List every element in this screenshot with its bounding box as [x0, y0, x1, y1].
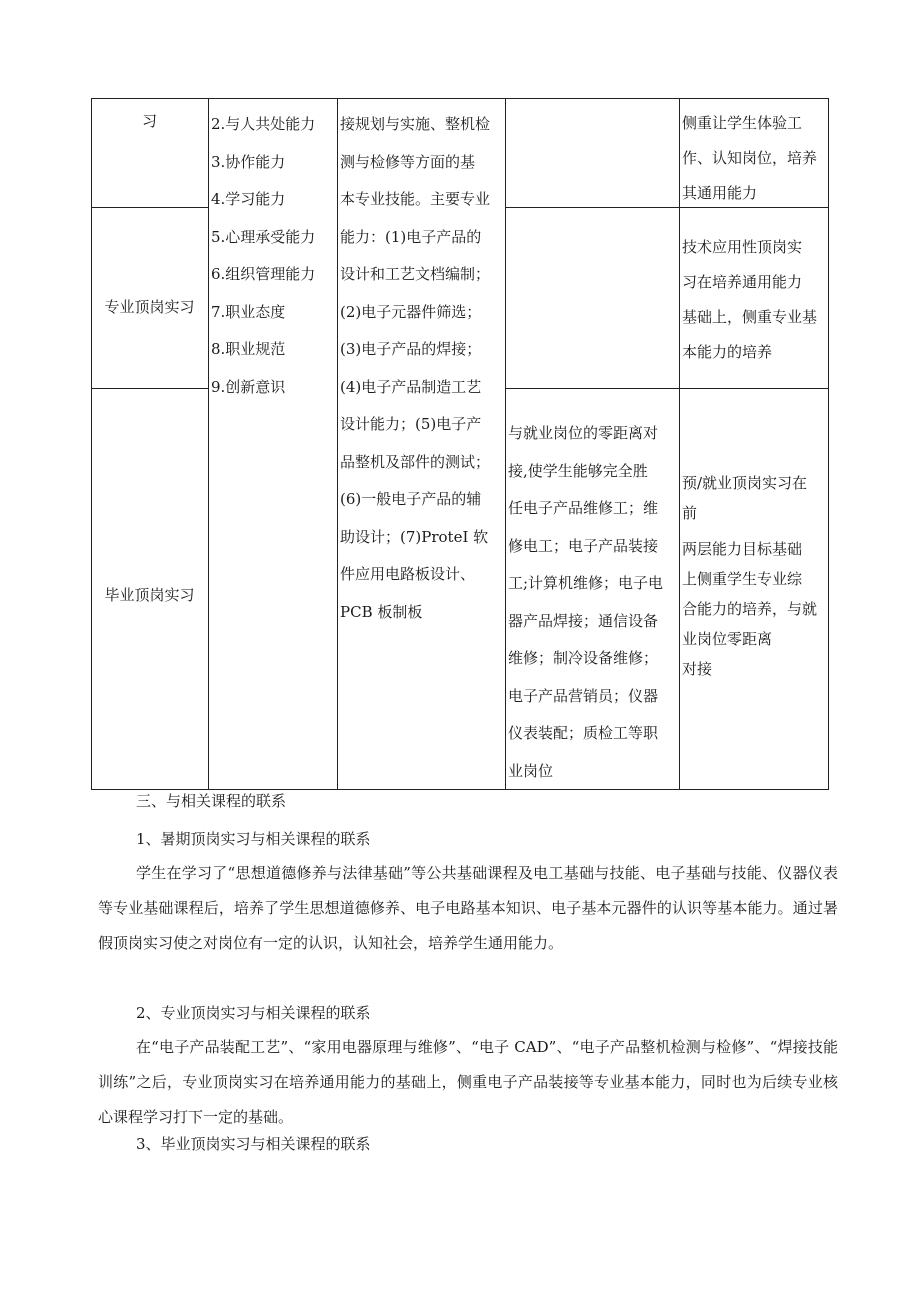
note-line: 其通用能力	[682, 184, 758, 202]
note-line: 基础上，侧重专业基	[682, 308, 818, 326]
skills-line: 设计和工艺文档编制；	[340, 265, 491, 283]
note-line: 本能力的培养	[682, 343, 773, 361]
table-border-left	[91, 98, 92, 789]
row-label-professional-internship: 专业顶岗实习	[104, 298, 195, 316]
job-line: 电子产品营销员；仪器	[508, 686, 659, 705]
ability-item: 3.协作能力	[211, 152, 286, 171]
subheading-summer: 1、暑期顶岗实习与相关课程的联系	[136, 830, 371, 848]
ability-item: 8.职业规范	[211, 340, 286, 358]
skills-line: (4)电子产品制造工艺	[340, 377, 482, 396]
note-line: 技术应用性顶岗实	[682, 238, 803, 256]
row-divider-1-col1	[91, 207, 208, 208]
row-label-graduation-internship: 毕业顶岗实习	[104, 586, 195, 604]
ability-item: 5.心理承受能力	[211, 227, 316, 246]
row-divider-2-col1	[91, 388, 208, 389]
skills-line: 测与检修等方面的基	[340, 152, 476, 171]
note-line: 作、认知岗位，培养	[682, 149, 818, 167]
job-line: 修电工；电子产品装接	[508, 536, 659, 555]
subheading-professional: 2、专业顶岗实习与相关课程的联系	[136, 1004, 371, 1022]
skills-line: (2)电子元器件筛选；	[340, 302, 482, 321]
ability-item: 7.职业态度	[211, 302, 286, 321]
ability-item: 9.创新意识	[211, 377, 286, 396]
job-line: 接,使学生能够完全胜	[508, 461, 648, 480]
note-graduation-internship	[682, 468, 817, 684]
table-border-col4	[505, 98, 506, 789]
row-divider-2-col45	[505, 388, 829, 389]
table-border-col3	[337, 98, 338, 789]
subheading-graduation: 3、毕业顶岗实习与相关课程的联系	[136, 1135, 371, 1153]
paragraph-professional: 在“电子产品装配工艺”、“家用电器原理与维修”、“电子 CAD”、“电子产品整机检测与检修”、“焊接技能训练”之后，专业顶岗实习在培养通用能力的基础上，侧重电子产品装接等专业基本能力，同时也为后续专业核心课程学习打下一定的基础。	[98, 1038, 838, 1126]
note-summer-internship	[682, 106, 817, 211]
skills-line: (6)一般电子产品的辅	[340, 490, 482, 508]
row-label-summer-end: 习	[141, 112, 157, 130]
ability-item: 6.组织管理能力	[211, 265, 316, 283]
skills-line: 本专业技能。主要专业	[340, 190, 491, 208]
job-line: 器产品焊接；通信设备	[508, 611, 659, 630]
skills-line: 接规划与实施、整机检	[340, 115, 491, 133]
job-line: 维修；制冷设备维修；	[508, 649, 659, 667]
job-line: 工;计算机维修；电子电	[508, 574, 664, 592]
table-border-top	[91, 98, 829, 99]
table-border-right	[828, 98, 829, 789]
ability-item: 4.学习能力	[211, 190, 286, 208]
note-line: 预/就业顶岗实习在	[682, 474, 808, 492]
job-line: 任电子产品维修工；维	[508, 499, 659, 517]
ability-item: 2.与人共处能力	[211, 115, 316, 133]
skills-line: PCB 板制板	[340, 602, 423, 621]
note-line: 上侧重学生专业综	[682, 570, 803, 588]
general-ability-list	[211, 106, 315, 406]
job-line: 与就业岗位的零距离对	[508, 424, 659, 442]
paragraph-summer: 学生在学习了“思想道德修养与法律基础”等公共基础课程及电工基础与技能、电子基础与技能、仪器仪表等专业基础课程后，培养了学生思想道德修养、电子电路基本知识、电子基本元器件的认识等基本能力。通过暑假顶岗实习使之对岗位有一定的认识，认知社会，培养学生通用能力。	[98, 864, 838, 952]
table-border-col5	[679, 98, 680, 789]
skills-line: 能力：(1)电子产品的	[340, 227, 482, 246]
note-line: 习在培养通用能力	[682, 273, 803, 291]
job-line: 仪表装配；质检工等职	[508, 724, 659, 742]
job-positions-text	[508, 415, 663, 790]
skills-line: 品整机及部件的测试；	[340, 452, 491, 471]
job-line: 业岗位	[508, 761, 554, 780]
skills-line: (3)电子产品的焊接；	[340, 340, 482, 358]
note-line: 对接	[682, 660, 713, 678]
note-line: 两层能力目标基础	[682, 540, 803, 558]
section-heading: 三、与相关课程的联系	[136, 792, 287, 810]
skills-line: 设计能力；(5)电子产	[340, 415, 482, 433]
note-line: 前	[682, 504, 698, 522]
skills-line: 件应用电路板设计、	[340, 565, 476, 583]
note-line: 侧重让学生体验工	[682, 114, 803, 132]
note-line: 合能力的培养，与就	[682, 600, 818, 618]
skills-line: 助设计；(7)ProteI 软	[340, 527, 489, 546]
note-professional-internship	[682, 230, 817, 370]
professional-skills-text	[340, 106, 490, 631]
note-line: 业岗位零距离	[682, 630, 773, 648]
table-border-col2	[208, 98, 209, 789]
